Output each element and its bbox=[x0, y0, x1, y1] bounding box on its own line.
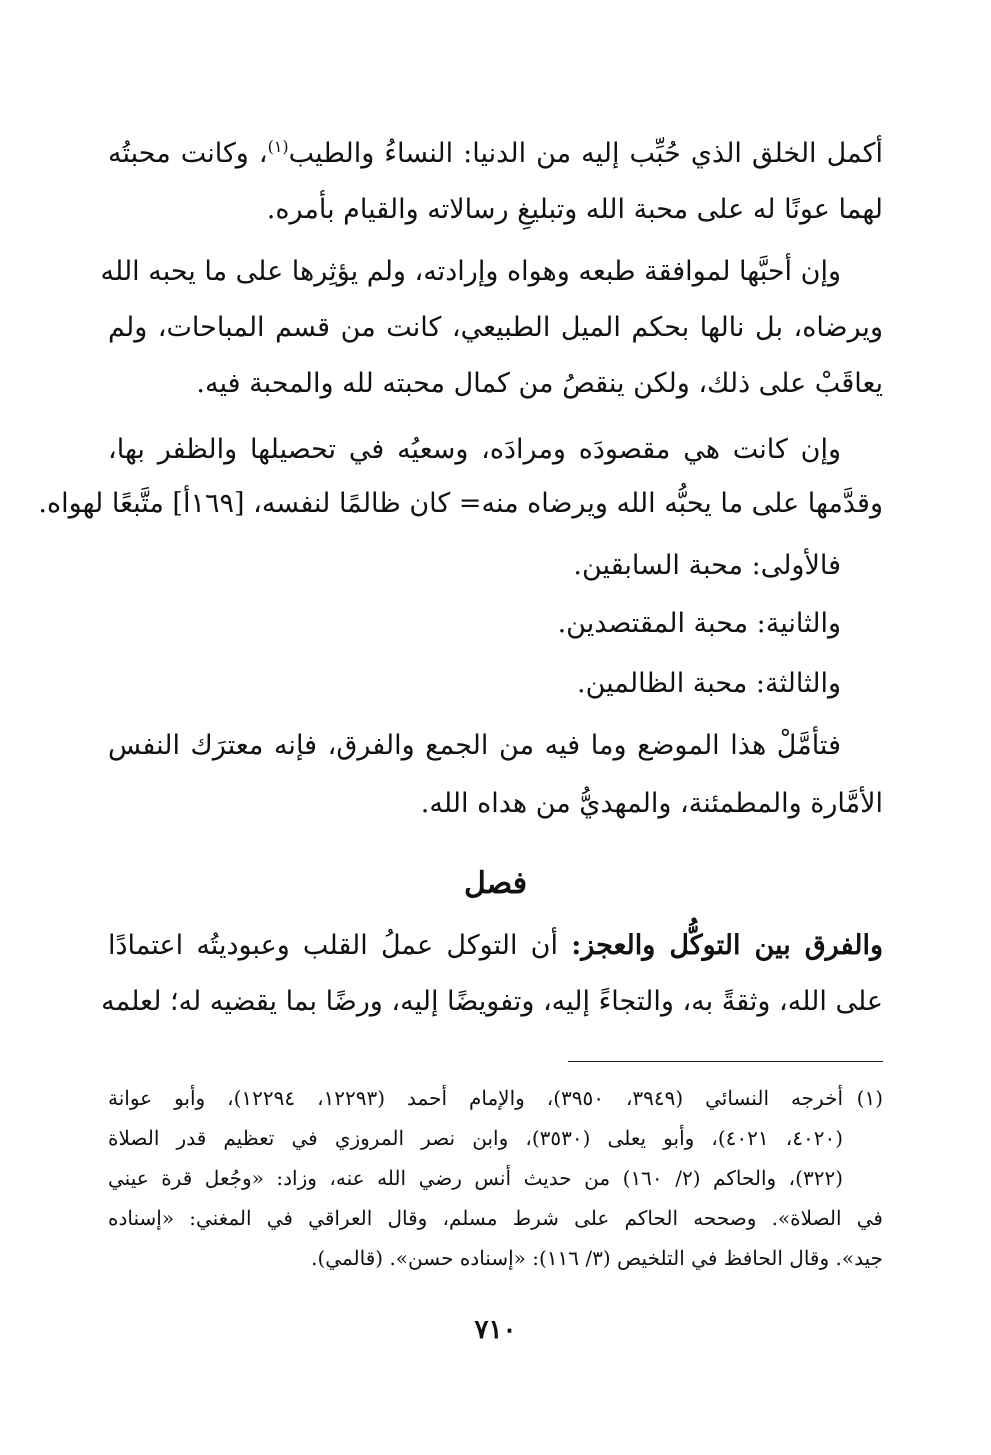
list-item-2: والثانية: محبة المقتصدين. bbox=[557, 608, 841, 639]
paragraph-4-line-2: الأمَّارة والمطمئنة، والمهديُّ من هداه الله. bbox=[420, 788, 883, 819]
paragraph-1-line-2: لهما عونًا له على محبة الله وتبليغِ رسالاته والقيام بأمره. bbox=[266, 194, 883, 225]
paragraph-5-line-1 bbox=[108, 918, 883, 974]
text-span: ، وكانت محبتُه bbox=[108, 138, 268, 169]
paragraph-2-line-3: يعاقَبْ على ذلك، ولكن ينقصُ من كمال محبته لله والمحبة فيه. bbox=[196, 368, 883, 399]
section-heading: فصل bbox=[463, 866, 528, 901]
bold-lead-text: والفرق بين التوكُّل والعجز: bbox=[571, 930, 884, 961]
list-item-3: والثالثة: محبة الظالمين. bbox=[577, 668, 841, 699]
paragraph-2-line-2: ويرضاه، بل نالها بحكم الميل الطبيعي، كانت من قسم المباحات، ولم bbox=[108, 312, 883, 343]
paragraph-5-line-2: على الله، وثقةً به، والتجاءً إليه، وتفويضًا إليه، ورضًا بما يقضيه له؛ لعلمه bbox=[101, 986, 883, 1017]
footnote-line-4: في الصلاة». وصححه الحاكم على شرط مسلم، وقال العراقي في المغني: «إسناده bbox=[108, 1206, 883, 1230]
text-span: أن التوكل عملُ القلب وعبوديتُه اعتمادًا bbox=[108, 930, 572, 961]
paragraph-3-line-2: وقدَّمها على ما يحبُّه الله ويرضاه منه= كان ظالمًا لنفسه، [١٦٩أ] متَّبعًا لهواه. bbox=[38, 488, 883, 519]
footnote-line-2: (٤٠٢٠، ٤٠٢١)، وأبو يعلى (٣٥٣٠)، وابن نصر المروزي في تعظيم قدر الصلاة bbox=[108, 1126, 844, 1150]
text-span: أكمل الخلق الذي حُبِّب إليه من الدنيا: النساءُ والطيب bbox=[288, 138, 884, 169]
paragraph-4-line-1: فتأمَّلْ هذا الموضع وما فيه من الجمع والفرق، فإنه معترَك النفس bbox=[108, 730, 841, 761]
paragraph-1-line-1 bbox=[108, 126, 883, 182]
footnote-line-1: أخرجه النسائي (٣٩٤٩، ٣٩٥٠)، والإمام أحمد (١٢٢٩٣، ١٢٢٩٤)، وأبو عوانة bbox=[108, 1086, 843, 1110]
paragraph-3-line-1: وإن كانت هي مقصودَه ومرادَه، وسعيُه في تحصيلها والظفر بها، bbox=[108, 434, 841, 465]
footnote-separator bbox=[568, 1061, 883, 1062]
page-number: ٧١٠ bbox=[474, 1315, 517, 1345]
footnote-number: (١) bbox=[856, 1086, 883, 1110]
paragraph-2-line-1: وإن أحبَّها لموافقة طبعه وهواه وإرادته، ولم يؤثِرها على ما يحبه الله bbox=[100, 256, 841, 287]
footnote-line-3: (٣٢٢)، والحاكم (٢/ ١٦٠) من حديث أنس رضي الله عنه، وزاد: «وجُعل قرة عيني bbox=[108, 1166, 843, 1190]
footnote-line-5: جيد». وقال الحافظ في التلخيص (٣/ ١١٦): «إسناده حسن». (قالمي). bbox=[311, 1246, 883, 1270]
footnote-marker: (١) bbox=[267, 137, 289, 156]
list-item-1: فالأولى: محبة السابقين. bbox=[573, 550, 841, 581]
